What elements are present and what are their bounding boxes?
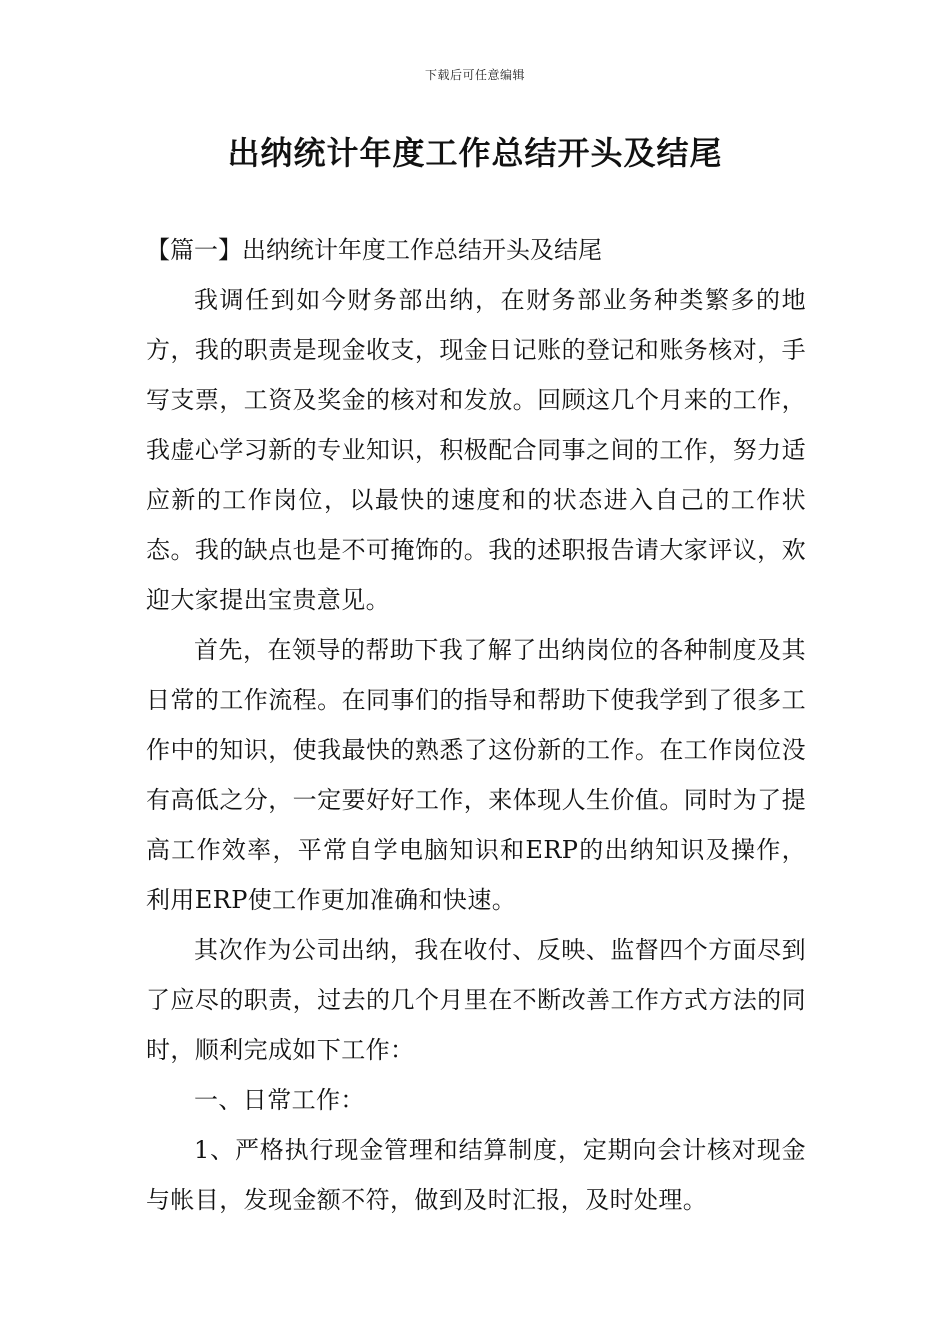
paragraph-first: 首先，在领导的帮助下我了解了出纳岗位的各种制度及其日常的工作流程。在同事们的指导和帮助下使我学到了很多工作中的知识，使我最快的熟悉了这份新的工作。在工作岗位没有高低之分，一定要好好工作，来体现人生价值。同时为了提高工作效率，平常自学电脑知识和ERP的出纳知识及操作，利用ERP使工作更加准确和快速。 [146,636,806,914]
document-title: 出纳统计年度工作总结开头及结尾 [227,134,723,172]
paragraph-second: 其次作为公司出纳，我在收付、反映、监督四个方面尽到了应尽的职责，过去的几个月里在不断改善工作方式方法的同时，顺利完成如下工作： [146,936,806,1064]
document-body [146,225,806,1225]
header-note: 下载后可任意编辑 [424,68,525,82]
list-heading-daily-work: 一、日常工作： [194,1086,365,1114]
paragraph-intro: 我调任到如今财务部出纳，在财务部业务种类繁多的地方，我的职责是现金收支，现金日记账的登记和账务核对，手写支票，工资及奖金的核对和发放。回顾这几个月来的工作，我虚心学习新的专业知识，积极配合同事之间的工作，努力适应新的工作岗位，以最快的速度和的状态进入自己的工作状态。我的缺点也是不可掩饰的。我的述职报告请大家评议，欢迎大家提出宝贵意见。 [146,286,806,614]
section-heading: 【篇一】出纳统计年度工作总结开头及结尾 [146,236,602,264]
list-item-1: 1、严格执行现金管理和结算制度，定期向会计核对现金与帐目，发现金额不符，做到及时汇报，及时处理。 [146,1136,806,1214]
